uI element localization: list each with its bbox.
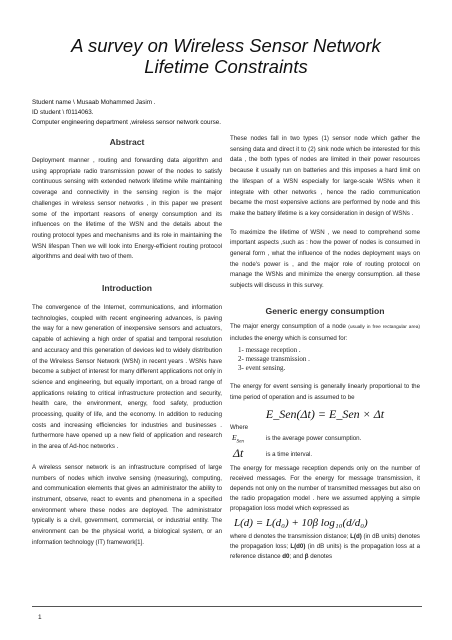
esen-symbol: $E_{Sen}$ bbox=[232, 433, 244, 445]
para6-part: denotes bbox=[308, 553, 333, 561]
right-paragraph-6 bbox=[230, 532, 420, 562]
para6-part: (in dB units) denotes the propagation loss; bbox=[230, 533, 421, 551]
list-item: 1- message reception . bbox=[238, 346, 301, 355]
right-paragraph-1: These nodes fall in two types (1) sensor node which gather the sensing data and direct it to (2) sink node which be interested for this data , the both types of nodes are limited in their power resources because it usually run on batteries and this imposes a hard limit on the lifespan of a WSN especially for large-scale WSNs when it integrate with other networks , hence the radio communication became the most expensive actions are performed by node and this make the battery lifetime is a key consideration in design of WSNs . bbox=[230, 135, 420, 217]
para6-part: (in dB units) is the propagation loss at a reference distance bbox=[230, 543, 420, 561]
introduction-paragraph-1: The convergence of the Internet, communications, and information technologies, coupled with recent engineering advances, is paving the way for a new generation of inexpensive sensors and actuators, capable of achieving a high order of spatial and temporal resolution and accuracy and this generation of devices led to widely distribution of the Wireless Sensor Network (WSN) in recent years . WSNs have become a subject of interest for many different applications not only in science and engineering, but equally important, on a broad range of applications relating to critical infrastructure protection and security, health care, the environment, energy, food safety, production processing, quality of life, and the economy. In addition to reducing costs and increasing efficiencies for industries and businesses . furthermore have opened up a new field of application and research in the area of Ad-hoc networks . bbox=[32, 304, 223, 451]
list-item: 2- message transmission . bbox=[238, 355, 310, 364]
paper-title bbox=[30, 35, 422, 77]
para6-bold: d0 bbox=[282, 553, 290, 561]
generic-energy-heading: Generic energy consumption bbox=[265, 305, 385, 316]
para3-text-b: includes the energy which is consumed for: bbox=[230, 334, 348, 342]
list-item: 3- event sensing. bbox=[238, 364, 286, 373]
energy-sensing-equation: E_Sen(Δt) = E_Sen × Δt bbox=[265, 406, 385, 421]
student-name: Student name \ Musaab Mohammed Jasim . bbox=[32, 99, 156, 106]
esen-definition bbox=[230, 433, 420, 445]
right-column bbox=[230, 134, 420, 562]
introduction-paragraph-2: A wireless sensor network is an infrastructure comprised of large numbers of nodes which involve sensing (measuring), computing, and communication elements that gives an administrator the ability to instrument, observe, react to events and phenomena in a specified environment where these nodes are deployed. The administrator typically is a civil, government, commercial, or industrial entity. The environment can be the physical world, a biological system, or an information technology (IT) framework[1]. bbox=[32, 463, 222, 546]
left-column bbox=[32, 134, 222, 549]
para6-part: where d denotes the transmission distance; bbox=[230, 533, 351, 541]
propagation-loss-equation: L(d) = L(d₀) + 10β log₁₀(d/d₀) bbox=[234, 517, 368, 530]
consumption-list bbox=[238, 346, 420, 373]
student-id: ID student \ f0114063. bbox=[32, 109, 94, 116]
right-paragraph-5: The energy for message reception depends only on the number of received messages. For the energy for message transmission, it depends not only on the number of transmitted messages but also on the radio propagation model . here we assumed applying a simple propagation loss model which expressed as bbox=[230, 465, 420, 513]
dt-description: is a time interval. bbox=[266, 451, 313, 459]
title-line-2: Lifetime Constraints bbox=[144, 56, 308, 77]
dt-definition bbox=[230, 447, 420, 462]
delta-t-symbol: Δt bbox=[233, 446, 244, 461]
title-line-1: A survey on Wireless Sensor Network bbox=[71, 35, 381, 56]
para3-small-note: (usually in free rectangular area) bbox=[348, 324, 420, 330]
para3-text-a: The major energy consumption of a node bbox=[230, 322, 349, 330]
department: Computer engineering department ,wireless sensor network course. bbox=[32, 119, 221, 126]
esen-description: is the average power consumption. bbox=[266, 435, 362, 443]
right-paragraph-2: To maximize the lifetime of WSN , we need to comprehend some important aspects ,such as : how the power of nodes is consumed in general form , what the influence of the nodes deployment ways on the node's power is , and the major role of routing protocol on manage the WSNs and minimize the energy consumption. all these subjects will discuss in this survey. bbox=[230, 228, 420, 290]
abstract-text: Deployment manner , routing and forwarding data algorithm and using appropriate radio transmission power of the nodes to satisfy continuous sensing with extended network lifetime while maintaining coverage and connectivity in the sensing region is the major challenges in wireless sensor networks , in this paper we present some of the important reasons of energy consumption and its influences on the lifetime of the WSN and the details about the routing protocol types and mechanisms and its role in maintaining the WSN lifespan Then we will look into Energy-efficient routing protocol algorithms and deal with two of them. bbox=[32, 157, 222, 261]
introduction-heading: Introduction bbox=[101, 283, 153, 294]
para6-bold: β bbox=[304, 553, 309, 561]
para6-bold: L(d0) bbox=[290, 543, 306, 551]
page-number: 1 bbox=[38, 614, 42, 621]
para6-bold: L(d) bbox=[350, 533, 362, 541]
right-paragraph-4: The energy for event sensing is generally linearly proportional to the time period of operation and is assumed to be bbox=[230, 383, 420, 401]
para6-part: ; and bbox=[289, 553, 305, 561]
right-paragraph-3 bbox=[230, 322, 420, 344]
author-info bbox=[32, 98, 422, 128]
footer-rule bbox=[32, 606, 422, 607]
abstract-heading: Abstract bbox=[109, 137, 145, 147]
where-label: Where bbox=[230, 423, 249, 431]
